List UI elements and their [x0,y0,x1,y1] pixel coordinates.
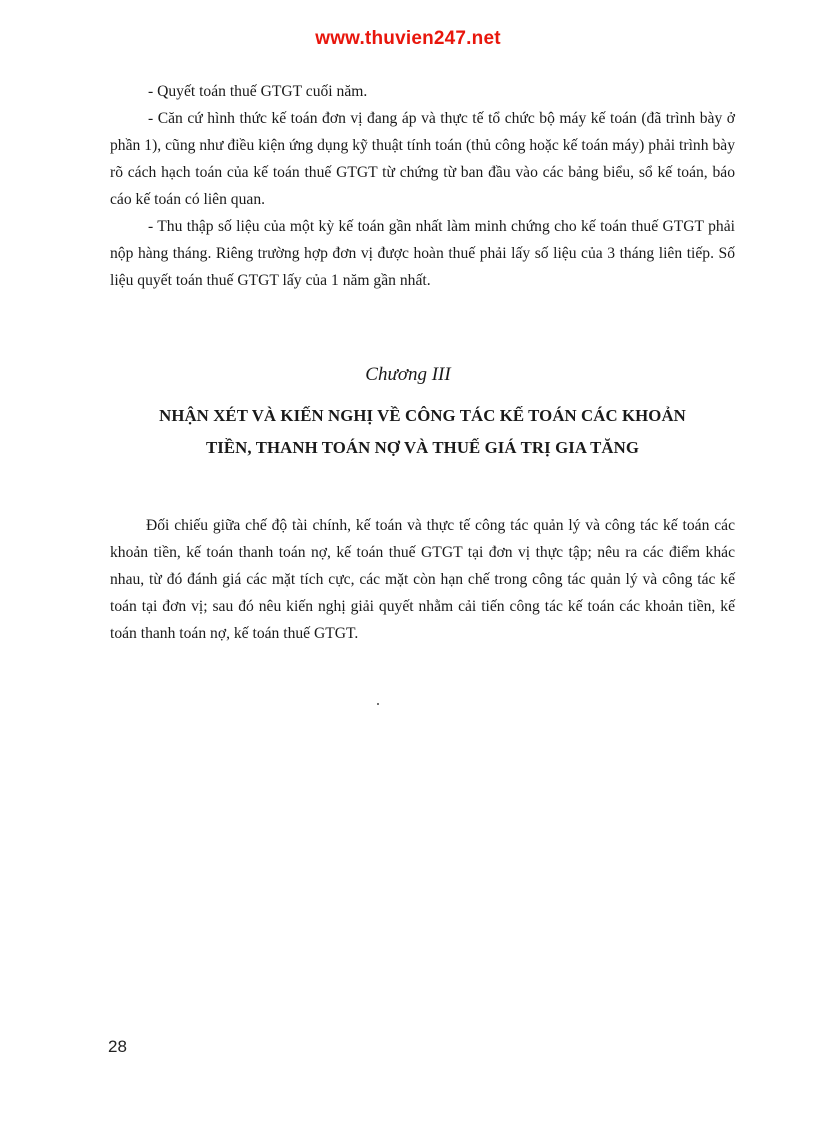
page-number: 28 [108,1037,127,1056]
scan-speck [377,703,379,705]
chapter-title-line-1: NHẬN XÉT VÀ KIẾN NGHỊ VỀ CÔNG TÁC KẾ TOÁN CÁC KHOẢN [159,406,686,425]
paragraph-data-collection: - Thu thập số liệu của một kỳ kế toán gần nhất làm minh chứng cho kế toán thuế GTGT phải nộp hàng tháng. Riêng trường hợp đơn vị được hoàn thuế phải lấy số liệu của 3 tháng liên tiếp. Số liệu quyết toán thuế GTGT lấy của 1 năm gần nhất. [110,218,735,289]
chapter-body [110,512,735,647]
top-text-block [110,78,735,294]
chapter-title [110,400,735,464]
watermark-link[interactable]: www.thuvien247.net [315,28,501,49]
paragraph-final-settlement: - Quyết toán thuế GTGT cuối năm. [148,83,368,100]
paragraph-accounting-form: - Căn cứ hình thức kế toán đơn vị đang áp và thực tế tổ chức bộ máy kế toán (đã trình bày ở phần 1), cũng như điều kiện ứng dụng kỹ thuật tính toán (thủ công hoặc kế toán máy) phải trình bày rõ cách hạch toán của kế toán thuế GTGT từ chứng từ ban đầu vào các bảng biểu, sổ kế toán, báo cáo kế toán có liên quan. [110,110,735,208]
chapter-title-line-2: TIỀN, THANH TOÁN NỢ VÀ THUẾ GIÁ TRỊ GIA TĂNG [205,438,640,457]
paragraph-comparison: Đối chiếu giữa chế độ tài chính, kế toán và thực tế công tác quản lý và công tác kế toán các khoản tiền, kế toán thanh toán nợ, kế toán thuế GTGT tại đơn vị thực tập; nêu ra các điểm khác nhau, từ đó đánh giá các mặt tích cực, các mặt còn hạn chế trong công tác quản lý và công tác kế toán tại đơn vị; sau đó nêu kiến nghị giải quyết nhằm cải tiến công tác kế toán các khoản tiền, kế toán thanh toán nợ, kế toán thuế GTGT. [110,517,735,642]
chapter-label: Chương III [365,364,451,385]
